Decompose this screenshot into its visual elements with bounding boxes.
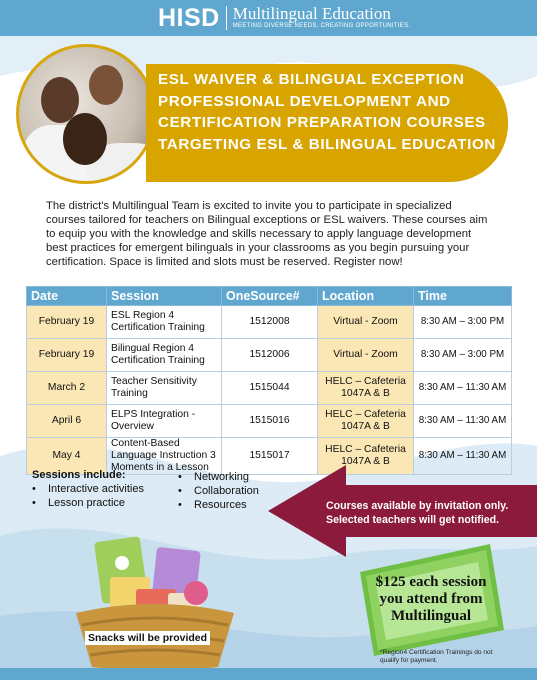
teachers-photo: [16, 44, 156, 184]
cell-date: February 19: [27, 339, 107, 372]
logo-divider: [226, 6, 227, 30]
table-row: [27, 339, 512, 372]
list-item: • Networking: [178, 470, 259, 484]
snacks-label: Snacks will be provided: [85, 631, 210, 645]
logo-brand: HISD: [158, 3, 220, 32]
page-title: ESL WAIVER & BILINGUAL EXCEPTION PROFESSIONAL DEVELOPMENT AND CERTIFICATION PREPARATION COURSES TARGETING ESL & BILINGUAL EDUCATION: [158, 71, 496, 153]
cell-location: HELC – Cafeteria 1047A & B: [318, 405, 414, 438]
cell-location: HELC – Cafeteria 1047A & B: [318, 438, 414, 475]
invitation-note: Courses available by invitation only. Selected teachers will get notified.: [326, 500, 509, 526]
header-date: Date: [27, 287, 107, 306]
header-time: Time: [414, 287, 512, 306]
cell-location: Virtual - Zoom: [318, 306, 414, 339]
cell-location: HELC – Cafeteria 1047A & B: [318, 372, 414, 405]
cell-onesource[interactable]: 1515044: [222, 372, 318, 405]
table-row: [27, 306, 512, 339]
cell-time: 8:30 AM – 3:00 PM: [414, 306, 512, 339]
sessions-include-title: Sessions include:: [32, 469, 126, 481]
sessions-include-list-2: [178, 470, 259, 512]
table-row: [27, 405, 512, 438]
cell-time: 8:30 AM – 11:30 AM: [414, 372, 512, 405]
logo-department: Multilingual Education: [232, 4, 391, 23]
list-item: • Resources: [178, 498, 259, 512]
cell-session: ELPS Integration - Overview: [107, 405, 222, 438]
header-session: Session: [107, 287, 222, 306]
payment-footnote: *Region4 Certification Trainings do not qualify for payment.: [380, 649, 493, 664]
cell-session: Bilingual Region 4 Certification Training: [107, 339, 222, 372]
cell-onesource[interactable]: 1515016: [222, 405, 318, 438]
cell-location: Virtual - Zoom: [318, 339, 414, 372]
sessions-include-col2: [178, 470, 259, 512]
table-row: [27, 372, 512, 405]
logo-text: [233, 5, 411, 31]
intro-paragraph: The district's Multilingual Team is excited to invite you to participate in specialized courses tailored for teachers on Bilingual exceptions or ESL waivers. These courses aim to equip you with the knowledge and skills necessary to apply language development best practices for emergent bilinguals in your classrooms as you begin pursuing your certification. Space is limited and slots must be reserved. Register now!: [46, 200, 488, 268]
cell-date: May 4: [27, 438, 107, 475]
list-item: • Lesson practice: [32, 496, 144, 510]
payment-amount: $125 each session you attend from Multilingual: [375, 574, 487, 624]
snack-basket-icon: [70, 533, 240, 673]
header-bar: [0, 0, 537, 36]
cell-time: 8:30 AM – 11:30 AM: [414, 438, 512, 475]
sessions-table: [26, 286, 512, 475]
list-item: • Interactive activities: [32, 482, 144, 496]
cell-session: ESL Region 4 Certification Training: [107, 306, 222, 339]
list-item: • Collaboration: [178, 484, 259, 498]
cell-session: Content-Based Language Instruction 3 Moments in a Lesson: [107, 438, 222, 475]
cell-date: March 2: [27, 372, 107, 405]
cell-session: Teacher Sensitivity Training: [107, 372, 222, 405]
cell-date: April 6: [27, 405, 107, 438]
cell-date: February 19: [27, 306, 107, 339]
cell-time: 8:30 AM – 3:00 PM: [414, 339, 512, 372]
cell-onesource[interactable]: 1512006: [222, 339, 318, 372]
header-onesource: OneSource#: [222, 287, 318, 306]
header-location: Location: [318, 287, 414, 306]
cell-onesource[interactable]: 1515017: [222, 438, 318, 475]
cell-time: 8:30 AM – 11:30 AM: [414, 405, 512, 438]
sessions-include-list-1: [32, 482, 144, 510]
table-header-row: [27, 287, 512, 306]
footer-bar: [0, 668, 537, 680]
hisd-logo[interactable]: [158, 4, 410, 32]
logo-tagline: MEETING DIVERSE NEEDS. CREATING OPPORTUNITIES.: [232, 23, 411, 29]
cell-onesource[interactable]: 1512008: [222, 306, 318, 339]
sessions-include: [32, 469, 144, 510]
